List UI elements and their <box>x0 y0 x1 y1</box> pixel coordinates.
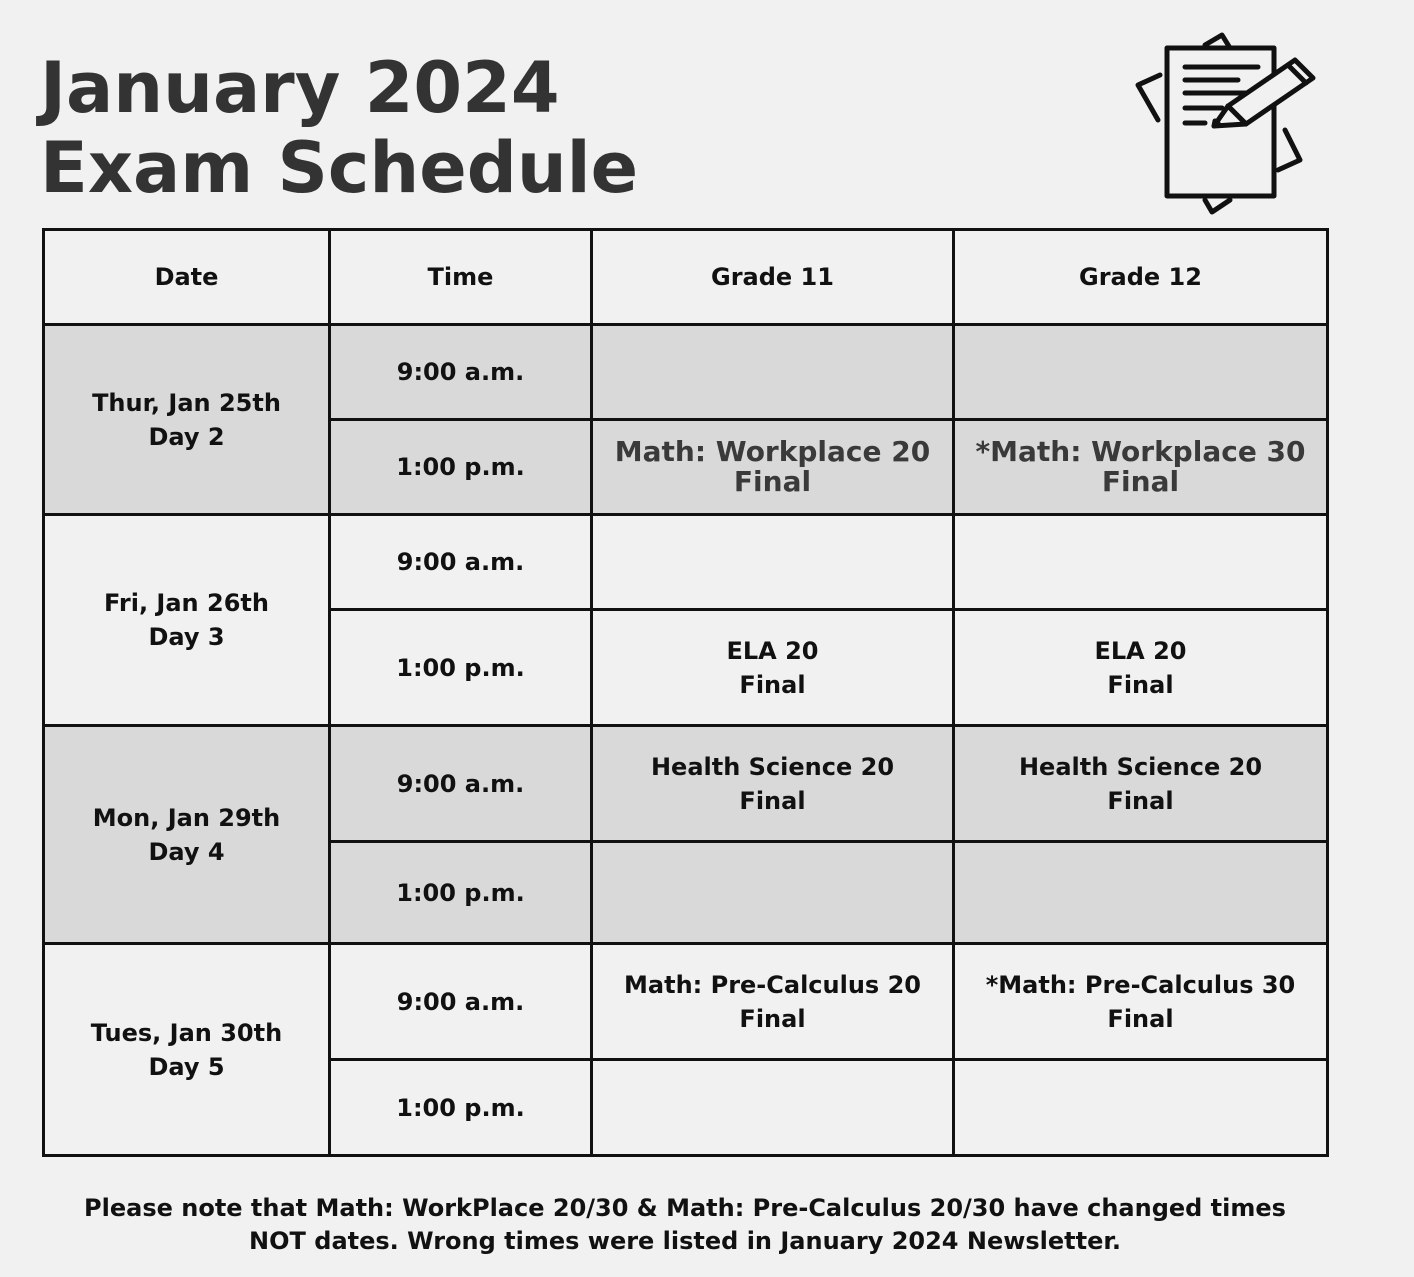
day-label: Day 5 <box>148 1052 225 1081</box>
date-cell <box>44 325 330 515</box>
time-cell: 1:00 p.m. <box>330 610 592 726</box>
date-cell <box>44 726 330 944</box>
grade-11-cell <box>592 842 954 944</box>
grade-12-cell <box>954 726 1328 842</box>
exam-name: Health Science 20 <box>650 752 895 781</box>
exam-paper-pencil-icon <box>1130 30 1320 215</box>
footer-note-line-1: Please note that Math: WorkPlace 20/30 & Math: Pre-Calculus 20/30 have changed times <box>84 1194 1286 1222</box>
title-line-2: Exam Schedule <box>40 127 639 209</box>
time-cell: 1:00 p.m. <box>330 842 592 944</box>
day-label: Day 3 <box>148 623 225 651</box>
time-cell: 1:00 p.m. <box>330 420 592 515</box>
header-row <box>44 230 1328 325</box>
grade-12-cell <box>954 515 1328 610</box>
exam-type: Final <box>733 465 812 498</box>
col-header-grade-11: Grade 11 <box>592 230 954 325</box>
date-cell <box>44 515 330 726</box>
page-title <box>40 48 638 208</box>
footer-note-line-2: NOT dates. Wrong times were listed in January 2024 Newsletter. <box>249 1227 1121 1255</box>
table-row <box>44 726 1328 842</box>
col-header-grade-12: Grade 12 <box>954 230 1328 325</box>
date-label: Mon, Jan 29th <box>92 803 281 832</box>
exam-name: Math: Pre-Calculus 20 <box>624 970 921 999</box>
grade-12-cell <box>954 610 1328 726</box>
exam-name: ELA 20 <box>726 636 819 665</box>
footer-note <box>0 1192 1370 1258</box>
grade-11-cell <box>592 726 954 842</box>
exam-schedule-table <box>42 228 1329 1157</box>
day-label: Day 2 <box>148 422 225 451</box>
title-line-1: January 2024 <box>40 47 560 129</box>
exam-type: Final <box>739 1004 806 1033</box>
exam-name: *Math: Pre-Calculus 30 <box>985 970 1296 999</box>
grade-12-cell <box>954 1060 1328 1156</box>
exam-type: Final <box>1107 1004 1174 1033</box>
exam-name: ELA 20 <box>1094 636 1187 665</box>
exam-type: Final <box>1107 670 1174 699</box>
time-cell: 9:00 a.m. <box>330 515 592 610</box>
grade-12-cell <box>954 420 1328 515</box>
grade-11-cell <box>592 944 954 1060</box>
date-label: Thur, Jan 25th <box>92 388 281 417</box>
grade-12-cell <box>954 842 1328 944</box>
grade-11-cell <box>592 1060 954 1156</box>
exam-type: Final <box>1107 786 1174 815</box>
grade-12-cell <box>954 944 1328 1060</box>
table-row <box>44 325 1328 420</box>
exam-name: Health Science 20 <box>1018 752 1263 781</box>
date-cell <box>44 944 330 1156</box>
time-cell: 9:00 a.m. <box>330 944 592 1060</box>
table-row <box>44 944 1328 1060</box>
exam-name: *Math: Workplace 30 <box>975 435 1306 468</box>
time-cell: 1:00 p.m. <box>330 1060 592 1156</box>
exam-type: Final <box>739 670 806 699</box>
grade-11-cell <box>592 515 954 610</box>
time-cell: 9:00 a.m. <box>330 726 592 842</box>
col-header-date: Date <box>44 230 330 325</box>
grade-11-cell <box>592 610 954 726</box>
exam-type: Final <box>739 786 806 815</box>
grade-11-cell <box>592 420 954 515</box>
col-header-time: Time <box>330 230 592 325</box>
time-cell: 9:00 a.m. <box>330 325 592 420</box>
grade-11-cell <box>592 325 954 420</box>
date-label: Tues, Jan 30th <box>90 1018 283 1047</box>
exam-name: Math: Workplace 20 <box>614 435 931 468</box>
table-row <box>44 515 1328 610</box>
day-label: Day 4 <box>148 837 225 866</box>
exam-type: Final <box>1101 465 1180 498</box>
grade-12-cell <box>954 325 1328 420</box>
date-label: Fri, Jan 26th <box>104 589 269 617</box>
